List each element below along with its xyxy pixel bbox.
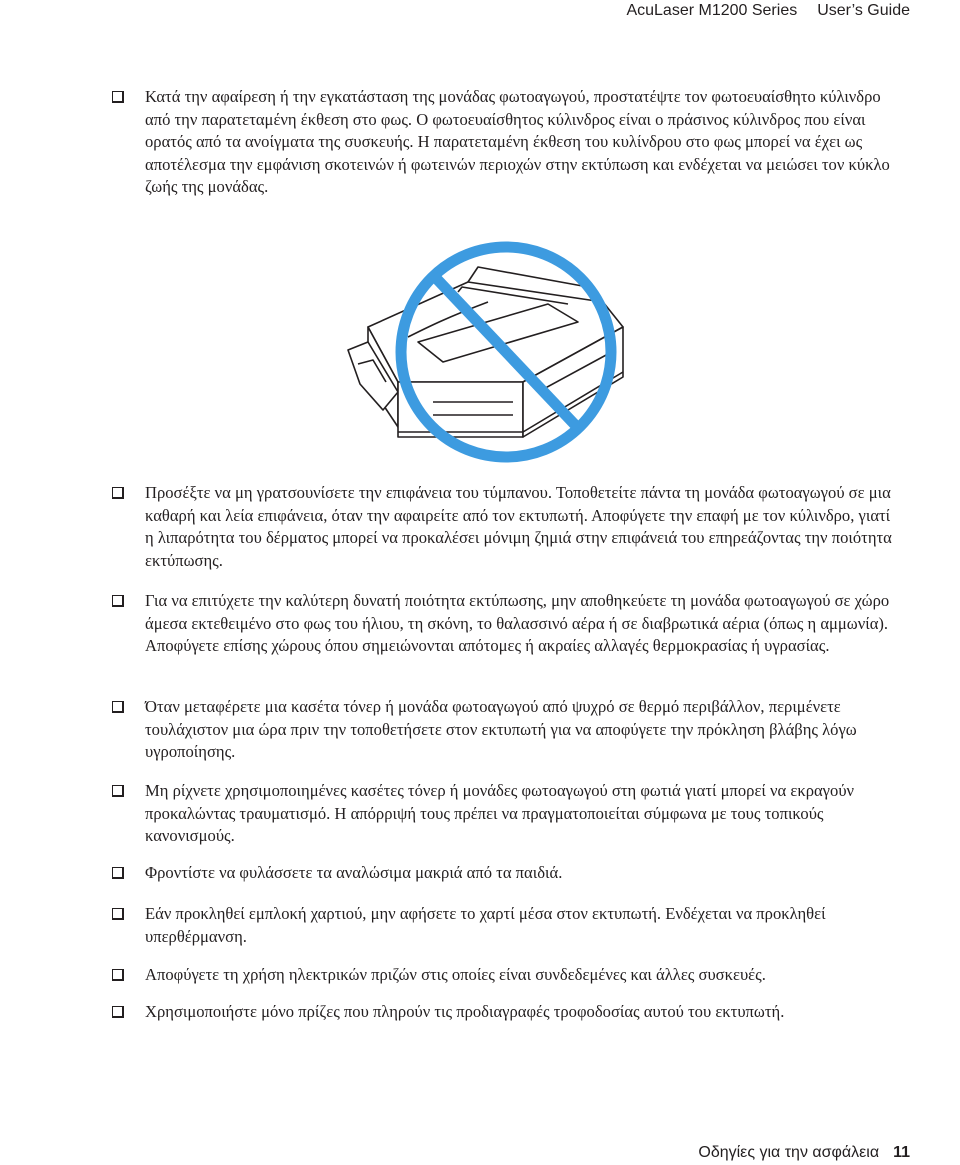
list-item-text: Κατά την αφαίρεση ή την εγκατάσταση της μονάδας φωτοαγωγού, προστατέψτε τον φωτοευαίσθητο κύλινδρο από την παρατεταμένη έκθεση στο φως. Ο φωτοευαίσθητος κύλινδρος είναι ο πράσινος κύλινδρος που είναι ορατός από τα ανοίγματα της συσκευής. Η παρατεταμένη έκθεση του κυλίνδρου στο φως μπορεί να έχει ως αποτέλεσμα την εμφάνιση σκοτεινών ή φωτεινών περιοχών στην εκτύπωση και ενδέχεται να μειώσει τον κύκλο ζωής της μονάδας. (145, 87, 890, 197)
checkbox-bullet-icon (112, 91, 124, 103)
list-item (112, 590, 892, 658)
list-item-text: Όταν μεταφέρετε μια κασέτα τόνερ ή μονάδα φωτοαγωγού από ψυχρό σε θερμό περιβάλλον, περιμένετε τουλάχιστον μια ώρα πριν την τοποθετήσετε στον εκτυπωτή για να αποφύγετε την πρόκληση βλάβης λόγω υγροποίησης. (145, 697, 857, 762)
list-item-text: Φροντίστε να φυλάσσετε τα αναλώσιμα μακριά από τα παιδιά. (145, 863, 563, 882)
list-item (112, 482, 892, 572)
checkbox-bullet-icon (112, 969, 124, 981)
photoconductor-illustration (338, 232, 638, 470)
page-header (626, 0, 910, 22)
list-item (112, 964, 892, 987)
checkbox-bullet-icon (112, 908, 124, 920)
guide-title: User’s Guide (817, 2, 910, 19)
checkbox-bullet-icon (112, 785, 124, 797)
page-number: 11 (893, 1144, 910, 1161)
list-item-text: Χρησιμοποιήστε μόνο πρίζες που πληρούν τις προδιαγραφές τροφοδοσίας αυτού του εκτυπωτή. (145, 1002, 785, 1021)
section-title: Οδηγίες για την ασφάλεια (698, 1144, 880, 1161)
prohibited-light-exposure-icon (338, 232, 638, 470)
checkbox-bullet-icon (112, 1006, 124, 1018)
checkbox-bullet-icon (112, 701, 124, 713)
list-item-text: Μη ρίχνετε χρησιμοποιημένες κασέτες τόνερ ή μονάδες φωτοαγωγού στη φωτιά γιατί μπορεί να εκραγούν προκαλώντας τραυματισμό. Η απόρριψή τους πρέπει να πραγματοποιείται σύμφωνα με τους τοπικούς κανονισμούς. (145, 781, 855, 846)
page-footer (698, 1142, 910, 1164)
checkbox-bullet-icon (112, 487, 124, 499)
list-item (112, 903, 892, 948)
list-item-text: Αποφύγετε τη χρήση ηλεκτρικών πριζών στις οποίες είναι συνδεδεμένες και άλλες συσκευές. (145, 965, 766, 984)
checkbox-bullet-icon (112, 867, 124, 879)
list-item (112, 86, 892, 199)
list-item (112, 1001, 892, 1024)
product-name: AcuLaser M1200 Series (626, 2, 798, 19)
list-item (112, 696, 892, 764)
list-item (112, 780, 892, 848)
list-item (112, 862, 892, 885)
list-item-text: Προσέξτε να μη γρατσουνίσετε την επιφάνεια του τύμπανου. Τοποθετείτε πάντα τη μονάδα φωτοαγωγού σε μια καθαρή και λεία επιφάνεια, όταν την αφαιρείτε από τον εκτυπωτή. Αποφύγετε την επαφή με τον κύλινδρο, γιατί η λιπαρότητα του δέρματος μπορεί να προκαλέσει μόνιμη ζημιά στην επιφάνειά του επηρεάζοντας την ποιότητα εκτύπωσης. (145, 483, 892, 570)
list-item-text: Για να επιτύχετε την καλύτερη δυνατή ποιότητα εκτύπωσης, μην αποθηκεύετε τη μονάδα φωτοαγωγού σε χώρο άμεσα εκτεθειμένο στο φως του ήλιου, τη σκόνη, το θαλασσινό αέρα ή σε διαβρωτικά αέρια (όπως η αμμωνία). Αποφύγετε επίσης χώρους όπου σημειώνονται απότομες ή ακραίες αλλαγές θερμοκρασίας ή υγρασίας. (145, 591, 890, 656)
checkbox-bullet-icon (112, 595, 124, 607)
list-item-text: Εάν προκληθεί εμπλοκή χαρτιού, μην αφήσετε το χαρτί μέσα στον εκτυπωτή. Ενδέχεται να προκληθεί υπερθέρμανση. (145, 904, 826, 946)
